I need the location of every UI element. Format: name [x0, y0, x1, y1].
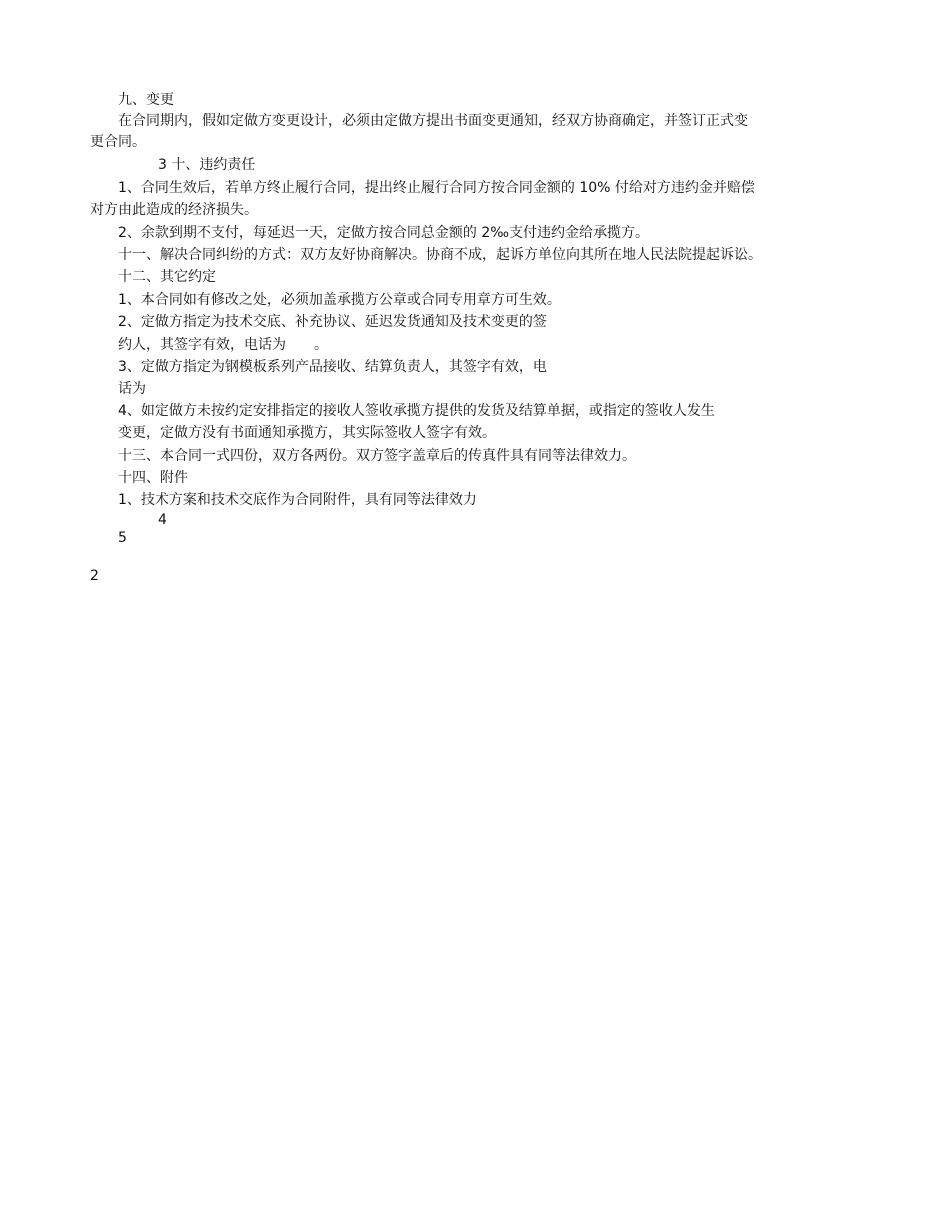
section-12-item-3: 3、定做方指定为钢模板系列产品接收、结算负责人，其签字有效，电 [118, 359, 547, 375]
section-12-item-3-cont: 话为 [118, 381, 146, 397]
section-14-heading: 十四、附件 [118, 470, 188, 486]
section-13-text: 十三、本合同一式四份，双方各两份。双方签字盖章后的传真件具有同等法律效力。 [118, 448, 636, 464]
stray-number-5: 5 [118, 530, 127, 546]
section-9-heading: 九、变更 [118, 92, 174, 108]
section-12-heading: 十二、其它约定 [118, 269, 216, 285]
page-number: 2 [90, 568, 99, 584]
section-9-text-cont: 更合同。 [90, 134, 146, 150]
section-11-text: 十一、解决合同纠纷的方式：双方友好协商解决。协商不成，起诉方单位向其所在地人民法院提起诉讼。 [118, 247, 762, 263]
section-12-item-2: 2、定做方指定为技术交底、补充协议、延迟发货通知及技术变更的签 [118, 314, 547, 330]
section-12-item-4-cont: 变更，定做方没有书面通知承揽方，其实际签收人签字有效。 [118, 425, 496, 441]
section-9-text: 在合同期内，假如定做方变更设计，必须由定做方提出书面变更通知，经双方协商确定，并签订正式变 [118, 113, 748, 129]
section-12-item-2-cont: 约人，其签字有效，电话为 。 [118, 337, 328, 353]
section-12-item-4: 4、如定做方未按约定安排指定的接收人签收承揽方提供的发货及结算单据，或指定的签收人发生 [118, 403, 715, 419]
section-10-item-1: 1、合同生效后，若单方终止履行合同，提出终止履行合同方按合同金额的 10% 付给对方违约金并赔偿 [118, 180, 755, 196]
section-10-heading: 3 十、违约责任 [158, 157, 256, 173]
section-10-item-1-cont: 对方由此造成的经济损失。 [90, 202, 258, 218]
section-14-item-1: 1、技术方案和技术交底作为合同附件，具有同等法律效力 [118, 492, 477, 508]
section-12-item-1: 1、本合同如有修改之处，必须加盖承揽方公章或合同专用章方可生效。 [118, 292, 561, 308]
section-10-item-2: 2、余款到期不支付，每延迟一天，定做方按合同总金额的 2‰支付违约金给承揽方。 [118, 225, 650, 241]
stray-number-4: 4 [158, 512, 167, 528]
